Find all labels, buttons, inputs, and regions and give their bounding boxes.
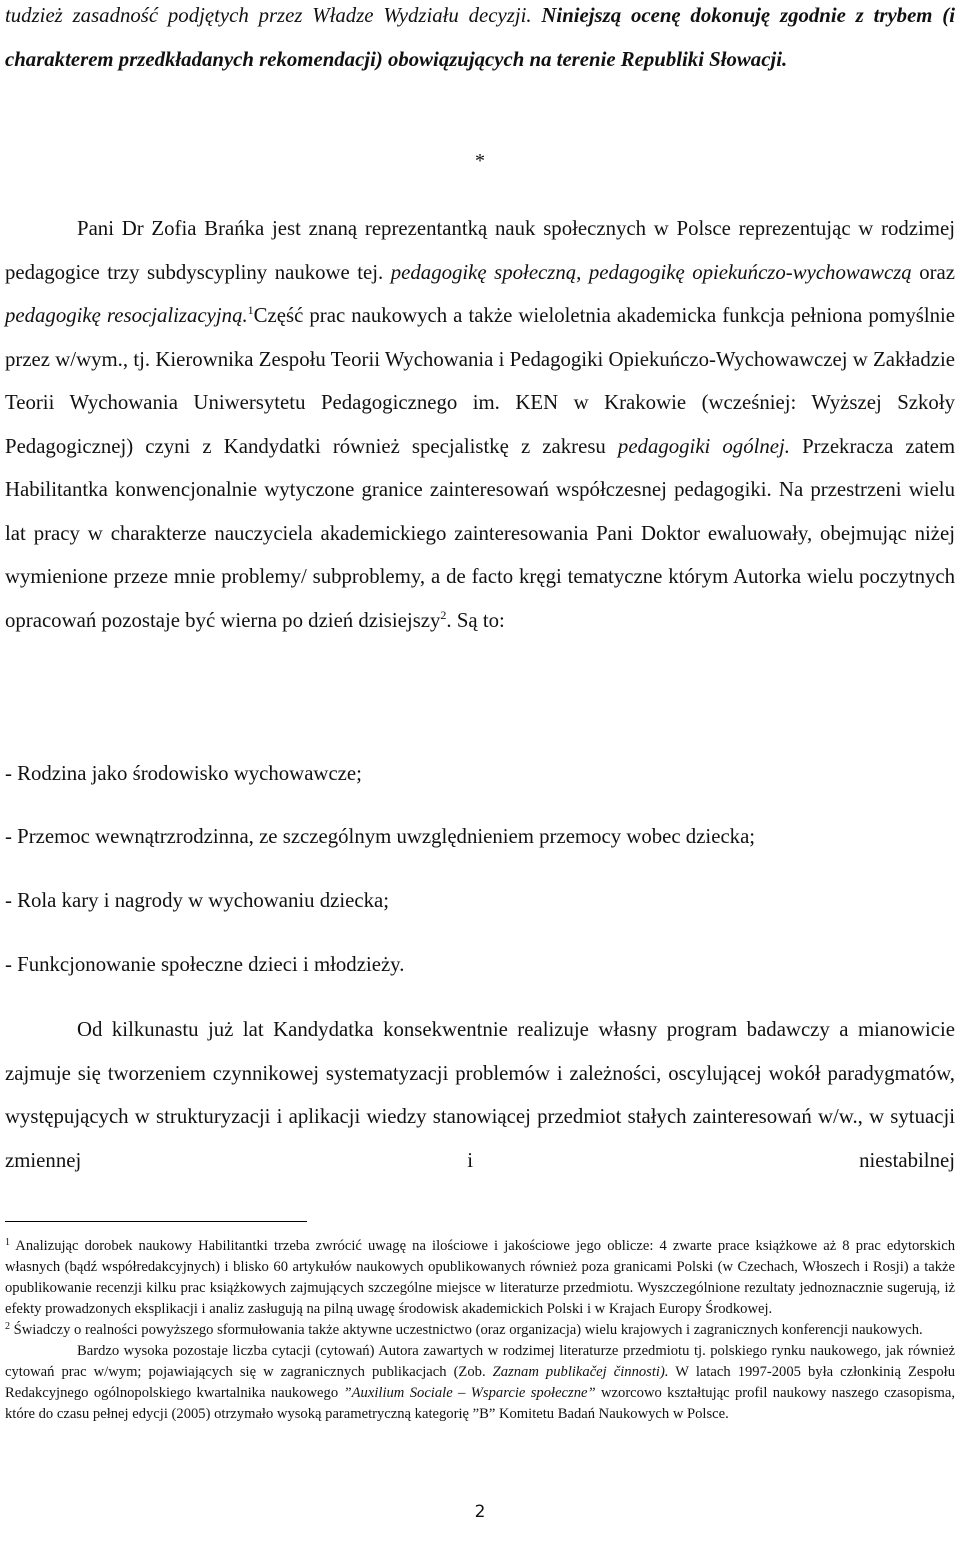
topics-list bbox=[5, 762, 955, 786]
main-italic-resocjalizacja: pedagogikę resocjalizacyjną. bbox=[5, 304, 248, 327]
main-paragraph bbox=[5, 207, 955, 642]
list-item: - Funkcjonowanie społeczne dzieci i młodzieży. bbox=[5, 953, 405, 976]
main-italic-subdisciplines: pedagogikę społeczną, pedagogikę opiekuńczo-wychowawczą bbox=[390, 260, 912, 284]
footnote-3-journal-title: ”Auxilium Sociale – Wsparcie społeczne” bbox=[343, 1385, 596, 1401]
footnotes bbox=[5, 1236, 955, 1425]
footnote-2 bbox=[5, 1320, 955, 1341]
list-item: - Przemoc wewnątrzrodzinna, ze szczególnym uwzględnieniem przemocy wobec dziecka; bbox=[5, 825, 756, 848]
topics-list-4 bbox=[5, 953, 955, 977]
list-item: - Rodzina jako środowisko wychowawcze; bbox=[5, 762, 362, 785]
list-item: - Rola kary i nagrody w wychowaniu dziecka; bbox=[5, 889, 390, 912]
intro-paragraph bbox=[5, 0, 955, 81]
footnote-2-continuation bbox=[5, 1341, 955, 1425]
footnote-1 bbox=[5, 1236, 955, 1320]
footnote-rule bbox=[5, 1221, 307, 1222]
closing-paragraph bbox=[5, 1008, 955, 1182]
footnote-2-number: 2 bbox=[5, 1321, 10, 1332]
intro-sentence-2: Niniejszą ocenę dokonuję zgodnie z trybem (i charakterem przedkładanych rekomendacji) obowiązujących na terenie Republiki Słowacji. bbox=[5, 4, 956, 71]
footnote-3-text-a: Bardzo wysoka pozostaje liczba cytacji (cytowań) Autora zawartych w rodzimej literaturze przedmiotu tj. polskiego rynku naukowego, jak również cytowań prac w/wym; pojawiających się w zagranicznych publikacjach (Zob. bbox=[5, 1343, 955, 1380]
section-separator: * bbox=[475, 150, 485, 172]
footnote-1-number: 1 bbox=[5, 1237, 10, 1248]
main-italic-ogolna: pedagogiki ogólnej. bbox=[617, 434, 790, 458]
footnote-3-text-b: Zaznam publikačej činnosti). bbox=[492, 1364, 669, 1380]
footnote-3-text-e: wzorcowo kształtując profil naukowy naszego czasopisma, które do czasu pełnej edycji (2005) otrzymało wysoką parametryczną kategorię ”B” Komitetu Badań Naukowych w Polsce. bbox=[5, 1385, 955, 1422]
footnote-1-text: Analizując dorobek naukowy Habilitantki trzeba zwrócić uwagę na ilościowe i jakościowe jego oblicze: 4 zwarte prace książkowe aż 8 prac edytorskich własnych (bądź współredakcyjnych) i blisko 60 artykułów naukowych opublikowanych również poza granicami Polski (w Czechach, Włoszech i Rosji) a także opublikowanie recenzji kilku prac książkowych zajmujących szczególne miejsce w literaturze przedmiotu. Wyszczególnione rezultaty jednoznacznie sugerują, iż efekty prowadzonych eksplikacji i analiz zasługują na pilną uwagę środowisk akademickich Polski i w Krajach Europy Środkowej. bbox=[5, 1238, 955, 1317]
main-text-oraz: oraz bbox=[919, 260, 956, 284]
intro-sentence-1: tudzież zasadność podjętych przez Władze Wydziału decyzji. bbox=[5, 4, 532, 27]
footnote-ref-2: 2 bbox=[440, 607, 447, 622]
closing-paragraph-text: Od kilkunastu już lat Kandydatka konsekwentnie realizuje własny program badawczy a mianowicie zajmuje się tworzeniem czynnikowej systematyzacji problemów i zależności, oscylującej wokół paradygmatów, występujących w strukturyzacji i aplikacji wiedzy stanowiącej przedmiot stałych zainteresowań w/w., w sytuacji zmiennej i niestabilnej bbox=[5, 1018, 955, 1172]
page-number: 2 bbox=[474, 1502, 486, 1522]
topics-list-2 bbox=[5, 825, 955, 849]
footnote-3-text-c: W latach 1997-2005 była członkinią Zespołu Redakcyjnego ogólnopolskiego kwartalnika naukowego bbox=[5, 1364, 955, 1401]
main-text-2: Część prac naukowych a także wieloletnia akademicka funkcja pełniona pomyślnie przez w/wym., tj. Kierownika Zespołu Teorii Wychowania i Pedagogiki Opiekuńczo-Wychowawczej w Zakładzie Teorii Wychowania Uniwersytetu Pedagogicznego im. KEN w Krakowie (wcześniej: Wyższej Szkoły Pedagogicznej) czyni z Kandydatki również specjalistkę z zakresu bbox=[5, 304, 956, 458]
main-text-4: . Są to: bbox=[446, 608, 505, 632]
main-text-3: Przekracza zatem Habilitantka konwencjonalnie wytyczone granice zainteresowań współczesnej pedagogiki. Na przestrzeni wielu lat pracy w charakterze nauczyciela akademickiego zainteresowania Pani Doktor ewaluowały, obejmując niżej wymienione przeze mnie problemy/ subproblemy, a de facto kręgi tematyczne którym Autorka wielu poczytnych opracowań pozostaje być wierna po dzień dzisiejszy bbox=[5, 434, 956, 632]
footnote-ref-1: 1 bbox=[247, 303, 254, 317]
footnote-2-text: Świadczy o realności powyższego sformułowania także aktywne uczestnictwo (oraz organizacja) wielu krajowych i zagranicznych konferencji naukowych. bbox=[13, 1322, 923, 1338]
main-text-1: Pani Dr Zofia Brańka jest znaną reprezentantką nauk społecznych w Polsce reprezentując w rodzimej pedagogice trzy subdyscypliny naukowe tej. bbox=[5, 217, 955, 284]
topics-list-3 bbox=[5, 889, 955, 913]
